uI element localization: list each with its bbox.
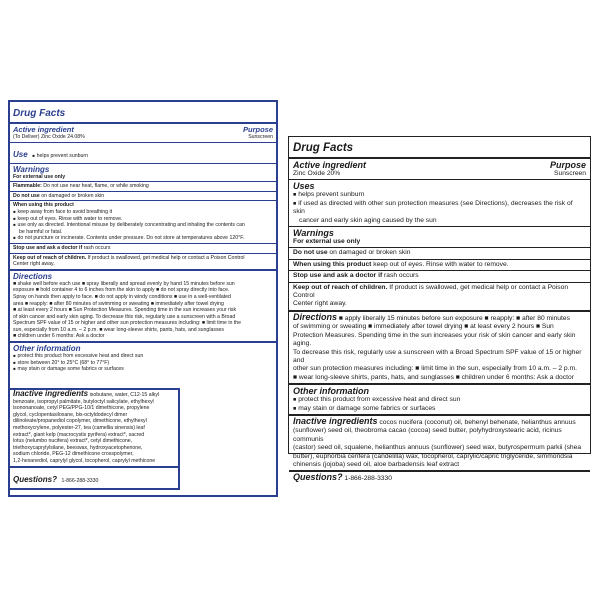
- left-external-use: For external use only: [13, 173, 66, 180]
- left-warnings-label: Warnings: [13, 164, 50, 174]
- right-active-ingredient-value: Zinc Oxide 20%: [293, 170, 341, 177]
- left-inactive-line: sodium chloride, PEG-12 dimethicone crosspolymer,: [13, 451, 134, 458]
- right-other-info-label: Other information: [293, 386, 369, 397]
- right-external-use: For external use only: [293, 238, 361, 246]
- left-inactive-line: benzoate, isopropyl palmitate, butyloctyl salicylate, ethylhexyl: [13, 398, 154, 405]
- left-stop-use-section: [10, 244, 276, 254]
- left-inactive-section: [10, 390, 178, 468]
- right-keep-out-section: [289, 283, 590, 312]
- right-when-using-text: keep out of eyes. Rinse with water to remove.: [373, 260, 509, 268]
- left-directions-line: Spray on hands then apply to face. ■ do not apply in windy conditions ■ use in a well-ventilated: [13, 293, 231, 300]
- right-warnings-section: [289, 227, 590, 248]
- left-directions-line: ■ children under 6 months: Ask a doctor: [13, 333, 105, 340]
- right-directions-line: of swimming or sweating ■ immediately after towel drying ■ at least every 2 hours ■ Sun: [293, 323, 554, 331]
- left-donotuse-text: on damaged or broken skin: [41, 192, 105, 199]
- right-other-info-line: ■ protect this product from excessive heat and direct sun: [293, 396, 586, 404]
- left-inactive-line: extract*, giant kelp (macrocystis pyrifera) extract*, sacred: [13, 431, 145, 438]
- right-uses-line: ■ helps prevent sunburn: [293, 191, 586, 199]
- right-active-ingredient-label: Active ingredient: [293, 160, 367, 170]
- right-inactive-line: cocos nucifera (coconut) oil, behenyl behenate, helianthus annuus: [379, 418, 576, 426]
- right-when-using-label: When using this product: [293, 260, 372, 268]
- left-directions-line: ■ shake well before each use ■ spray liberally and spread evenly by hand 15 minutes before sun: [13, 280, 235, 287]
- left-inactive-line: lotus (nelumbo nucifera) extract*, cetyl dimethicone,: [13, 438, 133, 445]
- right-directions-line: other sun protection measures including: ■ limit time in the sun, especially from 10 a.m. – 2 p.m.: [293, 365, 577, 373]
- right-inactive-line: chinensis (jojoba) seed oil, aloe barbadensis leaf extract: [293, 460, 460, 468]
- right-stop-use-section: [289, 271, 590, 282]
- right-purpose-label: Purpose: [549, 160, 586, 170]
- right-drug-facts-panel: [288, 136, 591, 483]
- right-inactive-line: butter), euphorbia cerifera (candelilla) wax, tocopherol, caprylic/capric triglyceride, simmondsia: [293, 452, 573, 460]
- left-keep-out-label: Keep out of reach of children.: [13, 254, 87, 261]
- left-keep-out-section: [10, 254, 276, 271]
- left-inactive-line: 1,2-hexanediol, caprylyl glycol, tocopherol, caprylyl methicone: [13, 457, 156, 464]
- left-other-info-line: ■ may stain or damage some fabrics or surfaces: [13, 366, 273, 373]
- right-stop-use-text: rash occurs: [384, 272, 419, 280]
- right-directions-line: To decrease this risk, regularly use a sunscreen with a Broad Spectrum SPF value of 15 or higher and: [293, 348, 582, 364]
- left-stop-use-label: Stop use and ask a doctor if: [13, 244, 83, 251]
- left-purpose-value: Sunscreen: [248, 134, 273, 140]
- left-when-using-line: be harmful or fatal.: [19, 228, 63, 235]
- right-keep-out-text: If product is swallowed, get medical help or contact a Poison Control: [293, 283, 569, 300]
- left-when-using-line: ■ keep away from face to avoid breathing it: [13, 209, 273, 216]
- right-directions-label: Directions: [293, 311, 338, 322]
- left-inactive-line: triethoxycaprylylsilane, beeswax, hydroxyacetophenone,: [13, 444, 143, 451]
- right-donotuse-section: [289, 248, 590, 259]
- left-directions-line: exposure ■ hold container 4 to 6 inches from the skin to apply ■ do not spray directly into face.: [13, 287, 230, 294]
- right-purpose-value: Sunscreen: [554, 170, 586, 177]
- right-donotuse-label: Do not use: [293, 249, 328, 257]
- left-when-using-label: When using this product: [13, 202, 74, 209]
- right-stop-use-label: Stop use and ask a doctor if: [293, 272, 383, 280]
- left-donotuse-section: [10, 192, 276, 202]
- left-inactive-line: dilinoleate/propanediol copolymer, dimethicone, ethylhexyl: [13, 418, 147, 425]
- left-other-info-line: ■ protect this product from excessive heat and direct sun: [13, 353, 273, 360]
- right-inactive-line: (sunflower) seed oil, theobroma cacao (cocoa) seed butter, polyhydroxystearic acid, ricinus communis: [293, 427, 562, 443]
- right-title-section: [289, 137, 590, 159]
- left-when-using-line: ■ use only as directed. Intentional misuse by deliberately concentrating and inhaling the contents can: [13, 222, 273, 229]
- right-keep-out-text2: Center right away.: [293, 300, 347, 308]
- left-when-using-section: [10, 201, 276, 244]
- left-flammable-text: Do not use near heat, flame, or while smoking: [43, 183, 149, 190]
- left-when-using-line: ■ do not puncture or incinerate. Contents under pressure. Do not store at temperatures above 120°F.: [13, 235, 273, 242]
- right-uses-section: [289, 180, 590, 227]
- right-other-info-section: [289, 385, 590, 416]
- left-use-label: Use: [13, 149, 28, 159]
- left-drug-facts-title: Drug Facts: [13, 108, 66, 119]
- left-keep-out-text2: Center right away.: [13, 261, 55, 268]
- left-stop-use-text: rash occurs: [83, 244, 111, 251]
- left-questions-phone: 1-866-288-3330: [61, 477, 99, 484]
- right-donotuse-text: on damaged or broken skin: [329, 249, 411, 257]
- right-inactive-line: (castor) seed oil, squalene, helianthus annuus (sunflower) seed wax, butyrospermum parkii (shea: [293, 444, 582, 452]
- right-uses-line: cancer and early skin aging caused by the sun: [299, 216, 437, 224]
- left-inactive-line: glycol, cyclopentasiloxane, bis-octyldodecyl dimer: [13, 411, 128, 418]
- left-directions-section: [10, 271, 276, 343]
- left-directions-line: ■ at least every 2 hours ■ Sun Protection Measures. Spending time in the sun increases your risk: [13, 307, 237, 314]
- left-when-using-line: ■ keep out of eyes. Rinse with water to remove.: [13, 216, 273, 223]
- right-directions-section: [289, 312, 590, 385]
- right-inactive-section: [289, 416, 590, 472]
- right-warnings-label: Warnings: [293, 228, 334, 239]
- right-directions-line: ■ apply liberally 15 minutes before sun exposure ■ reapply: ■ after 80 minutes: [338, 314, 570, 322]
- left-use-text: ■ helps prevent sunburn: [32, 153, 88, 159]
- left-inactive-line: isononanoate, cetyl PEG/PPG-10/1 dimethicone, propylene: [13, 405, 150, 412]
- left-active-ingredient-label: Active ingredient: [13, 125, 74, 134]
- left-directions-line: of skin cancer and early skin aging. To decrease this risk, regularly use a sunscreen with a Broad: [13, 313, 236, 320]
- left-active-ingredient-section: [10, 124, 276, 143]
- left-directions-line: area ■ reapply: ■ after 80 minutes of swimming or sweating ■ immediately after towel drying: [13, 300, 224, 307]
- left-active-ingredient-value: (To Deliver) Zinc Oxide 24.08%: [13, 134, 85, 140]
- right-other-info-line: ■ may stain or damage some fabrics or surfaces: [293, 405, 586, 413]
- left-directions-line: Spectrum SPF value of 15 or higher and other sun protection measures including: ■ limit time in the: [13, 320, 242, 327]
- left-other-info-section: [10, 343, 276, 374]
- left-directions-line: sun, especially from 10 a.m. – 2 p.m. ■ wear long-sleeve shirts, pants, hats, and sunglasses: [13, 326, 225, 333]
- left-inactive-line: methoxycrylene, polyester-27, tea (camellia sinensis) leaf: [13, 424, 145, 431]
- right-uses-label: Uses: [293, 181, 315, 192]
- right-inactive-label: Inactive ingredients: [293, 415, 378, 426]
- right-active-ingredient-section: [289, 159, 590, 180]
- left-directions-label: Directions: [13, 271, 53, 281]
- left-inactive-ingredients-box: [8, 388, 180, 490]
- left-donotuse-label: Do not use: [13, 192, 40, 199]
- right-drug-facts-title: Drug Facts: [293, 142, 354, 154]
- right-questions-label: Questions?: [293, 472, 343, 483]
- left-flammable-label: Flammable:: [13, 183, 42, 190]
- left-inactive-label: Inactive ingredients: [13, 389, 89, 398]
- right-keep-out-label: Keep out of reach of children.: [293, 283, 388, 291]
- left-purpose-label: Purpose: [242, 125, 273, 134]
- right-directions-line: Protection Measures. Spending time in the sun increases your risk of skin cancer and early skin aging.: [293, 331, 576, 348]
- right-uses-line: ■ if used as directed with other sun protection measures (see Directions), decreases the risk of skin: [293, 200, 586, 217]
- left-warnings-section: [10, 164, 276, 183]
- left-questions-section: [10, 468, 178, 488]
- left-questions-label: Questions?: [13, 474, 58, 484]
- left-title-section: [10, 102, 276, 124]
- left-flammable-section: [10, 182, 276, 192]
- right-when-using-section: [289, 260, 590, 271]
- left-keep-out-text: If product is swallowed, get medical help or contact a Poison Control: [87, 254, 245, 261]
- left-inactive-line: isobutane, water, C12-15 alkyl: [89, 392, 160, 398]
- right-directions-line: ■ wear long-sleeve shirts, pants, hats, and sunglasses ■ children under 6 months: Ask a doctor: [293, 373, 574, 381]
- right-questions-phone: 1-866-288-3330: [344, 475, 392, 483]
- left-other-info-label: Other information: [13, 344, 81, 354]
- left-directions-body: [13, 281, 273, 340]
- right-questions-section: [289, 472, 590, 484]
- left-other-info-line: ■ store between 20° to 25°C (68° to 77°F): [13, 360, 273, 367]
- left-use-section: [10, 143, 276, 164]
